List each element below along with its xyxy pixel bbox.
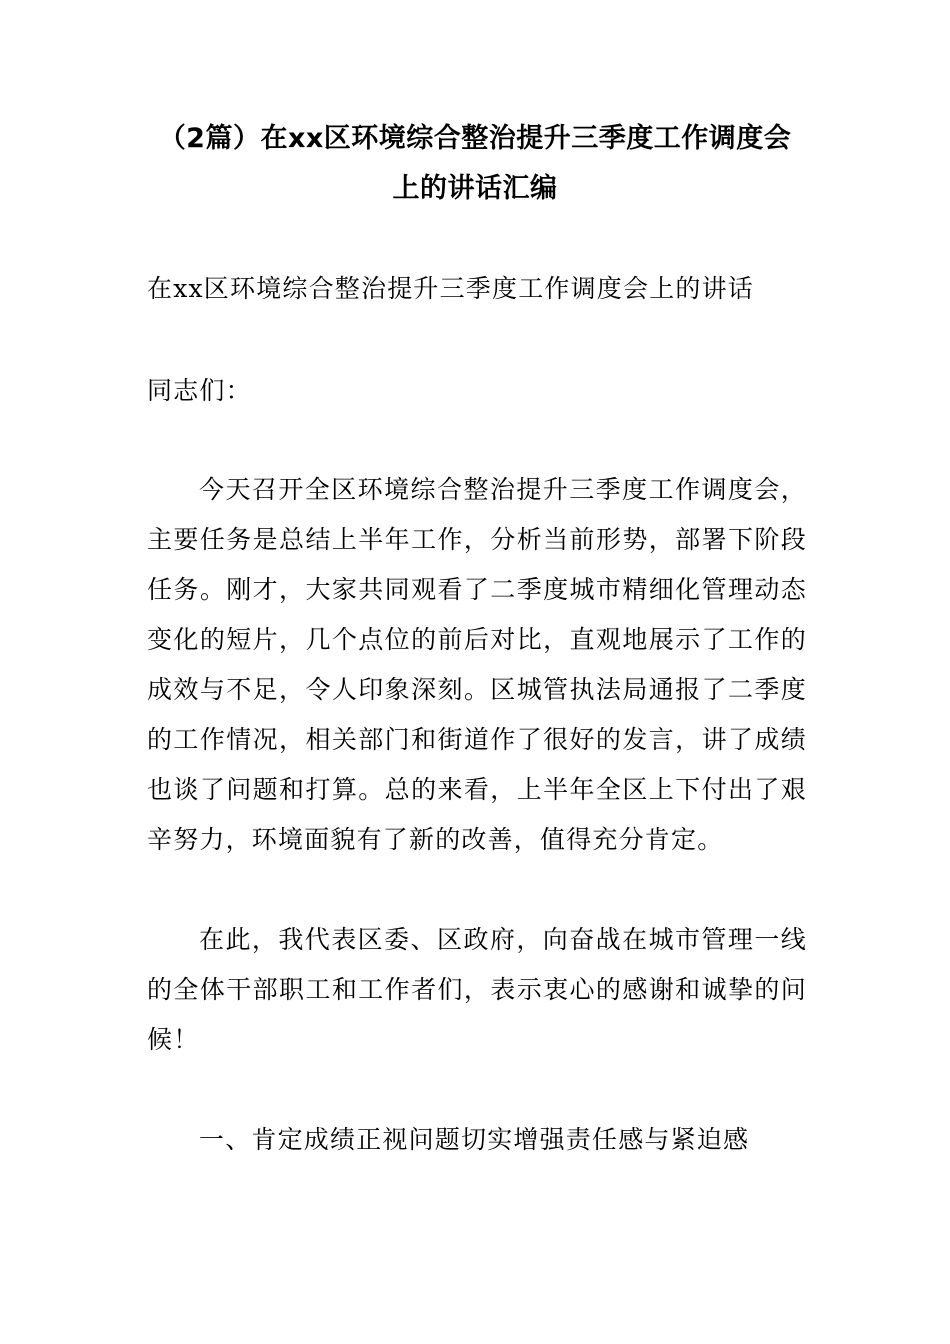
body-paragraph-1: 今天召开全区环境综合整治提升三季度工作调度会，主要任务是总结上半年工作，分析当前形势，部署下阶段任务。刚才，大家共同观看了二季度城市精细化管理动态变化的短片，几个点位的前后对比，直观地展示了工作的成效与不足，令人印象深刻。区城管执法局通报了二季度的工作情况，相关部门和街道作了很好的发言，讲了成绩也谈了问题和打算。总的来看，上半年全区上下付出了艰辛努力，环境面貌有了新的改善，值得充分肯定。	[147, 475, 807, 854]
document-title-line-2: 上的讲话汇编	[392, 173, 558, 204]
speech-subtitle: 在xx区环境综合整治提升三季度工作调度会上的讲话	[147, 274, 755, 303]
section-heading-1: 一、肯定成绩正视问题切实增强责任感与紧迫感	[199, 1125, 750, 1154]
body-paragraph-2: 在此，我代表区委、区政府，向奋战在城市管理一线的全体干部职工和工作者们，表示衷心的感谢和诚挚的问候！	[147, 925, 807, 1054]
document-title	[120, 114, 830, 214]
greeting: 同志们：	[147, 376, 252, 405]
document-title-line-1: （2篇）在xx区环境综合整治提升三季度工作调度会	[158, 123, 792, 154]
